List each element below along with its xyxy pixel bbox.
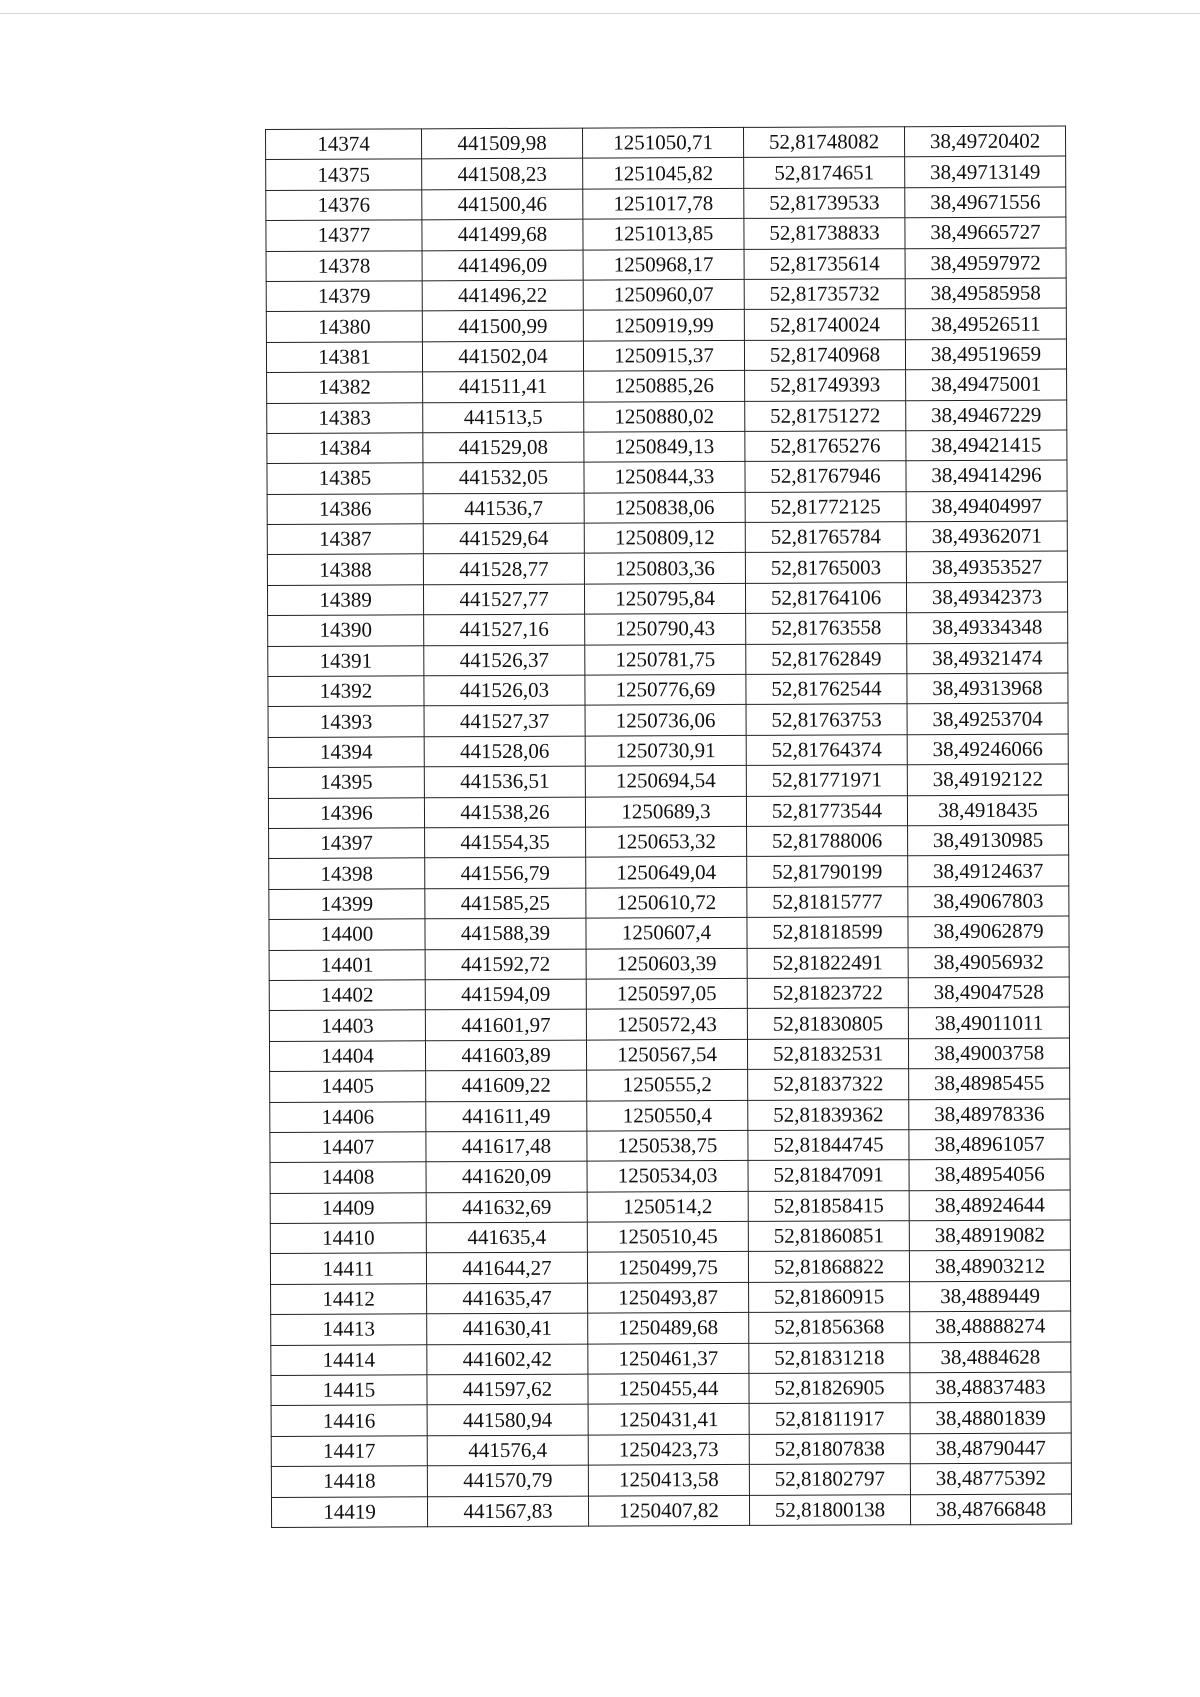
latitude-cell: 52,81815777 bbox=[747, 886, 908, 917]
point-number-cell: 14407 bbox=[270, 1132, 426, 1163]
x-coordinate-cell: 441630,41 bbox=[427, 1313, 588, 1344]
point-number-cell: 14395 bbox=[268, 767, 424, 798]
point-number-cell: 14376 bbox=[266, 190, 422, 221]
longitude-cell: 38,49056932 bbox=[908, 947, 1069, 978]
x-coordinate-cell: 441617,48 bbox=[426, 1131, 587, 1162]
point-number-cell: 14402 bbox=[269, 980, 425, 1011]
longitude-cell: 38,49313968 bbox=[907, 673, 1068, 704]
latitude-cell: 52,81771971 bbox=[746, 765, 907, 796]
x-coordinate-cell: 441511,41 bbox=[423, 371, 584, 402]
table-row bbox=[271, 1342, 1071, 1376]
longitude-cell: 38,49519659 bbox=[905, 339, 1066, 370]
y-coordinate-cell: 1250790,43 bbox=[585, 614, 746, 645]
point-number-cell: 14381 bbox=[266, 342, 422, 373]
y-coordinate-cell: 1250534,03 bbox=[587, 1161, 748, 1192]
table-row bbox=[271, 1372, 1071, 1406]
longitude-cell: 38,49192122 bbox=[907, 764, 1068, 795]
point-number-cell: 14387 bbox=[267, 524, 423, 555]
y-coordinate-cell: 1250455,44 bbox=[588, 1373, 749, 1404]
table-row bbox=[269, 977, 1069, 1011]
longitude-cell: 38,49047528 bbox=[908, 977, 1069, 1008]
longitude-cell: 38,48961057 bbox=[909, 1129, 1070, 1160]
latitude-cell: 52,81800138 bbox=[749, 1494, 910, 1525]
y-coordinate-cell: 1250880,02 bbox=[584, 401, 745, 432]
x-coordinate-cell: 441508,23 bbox=[422, 159, 583, 190]
latitude-cell: 52,81822491 bbox=[747, 947, 908, 978]
point-number-cell: 14411 bbox=[270, 1253, 426, 1284]
y-coordinate-cell: 1250510,45 bbox=[587, 1221, 748, 1252]
y-coordinate-cell: 1250413,58 bbox=[588, 1465, 749, 1496]
y-coordinate-cell: 1250736,06 bbox=[585, 705, 746, 736]
x-coordinate-cell: 441536,7 bbox=[423, 493, 584, 524]
table-row bbox=[270, 1068, 1070, 1102]
point-number-cell: 14413 bbox=[271, 1314, 427, 1345]
y-coordinate-cell: 1250803,36 bbox=[584, 553, 745, 584]
y-coordinate-cell: 1250915,37 bbox=[583, 340, 744, 371]
x-coordinate-cell: 441532,05 bbox=[423, 462, 584, 493]
table-row bbox=[269, 886, 1069, 920]
coordinates-table-body bbox=[266, 126, 1072, 1527]
table-row bbox=[269, 947, 1069, 981]
x-coordinate-cell: 441538,26 bbox=[424, 797, 585, 828]
latitude-cell: 52,81764106 bbox=[745, 583, 906, 614]
longitude-cell: 38,49253704 bbox=[907, 703, 1068, 734]
longitude-cell: 38,48954056 bbox=[909, 1159, 1070, 1190]
y-coordinate-cell: 1251013,85 bbox=[583, 219, 744, 250]
y-coordinate-cell: 1250838,06 bbox=[584, 492, 745, 523]
point-number-cell: 14380 bbox=[266, 311, 422, 342]
table-row bbox=[270, 1190, 1070, 1224]
point-number-cell: 14410 bbox=[270, 1223, 426, 1254]
table-row bbox=[268, 643, 1068, 677]
x-coordinate-cell: 441500,46 bbox=[422, 189, 583, 220]
longitude-cell: 38,49597972 bbox=[905, 248, 1066, 279]
x-coordinate-cell: 441597,62 bbox=[427, 1374, 588, 1405]
longitude-cell: 38,4918435 bbox=[907, 795, 1068, 826]
longitude-cell: 38,4889449 bbox=[910, 1281, 1071, 1312]
point-number-cell: 14382 bbox=[267, 372, 423, 403]
y-coordinate-cell: 1250809,12 bbox=[584, 522, 745, 553]
latitude-cell: 52,81788006 bbox=[747, 826, 908, 857]
x-coordinate-cell: 441632,69 bbox=[426, 1192, 587, 1223]
longitude-cell: 38,48775392 bbox=[910, 1463, 1071, 1494]
table-row bbox=[269, 855, 1069, 889]
table-row bbox=[268, 703, 1068, 737]
y-coordinate-cell: 1250555,2 bbox=[587, 1070, 748, 1101]
x-coordinate-cell: 441592,72 bbox=[425, 949, 586, 980]
point-number-cell: 14406 bbox=[270, 1101, 426, 1132]
x-coordinate-cell: 441602,42 bbox=[427, 1344, 588, 1375]
point-number-cell: 14414 bbox=[271, 1344, 427, 1375]
x-coordinate-cell: 441609,22 bbox=[426, 1070, 587, 1101]
table-row bbox=[266, 248, 1066, 282]
latitude-cell: 52,81738833 bbox=[744, 218, 905, 249]
x-coordinate-cell: 441529,64 bbox=[423, 523, 584, 554]
point-number-cell: 14377 bbox=[266, 220, 422, 251]
point-number-cell: 14401 bbox=[269, 949, 425, 980]
point-number-cell: 14388 bbox=[267, 554, 423, 585]
scan-top-edge bbox=[0, 13, 1200, 14]
latitude-cell: 52,81823722 bbox=[747, 978, 908, 1009]
longitude-cell: 38,48903212 bbox=[909, 1250, 1070, 1281]
point-number-cell: 14412 bbox=[271, 1284, 427, 1315]
y-coordinate-cell: 1250730,91 bbox=[585, 735, 746, 766]
y-coordinate-cell: 1250968,17 bbox=[583, 249, 744, 280]
table-row bbox=[267, 521, 1067, 555]
x-coordinate-cell: 441500,99 bbox=[422, 310, 583, 341]
table-row bbox=[270, 1129, 1070, 1163]
point-number-cell: 14384 bbox=[267, 433, 423, 464]
point-number-cell: 14405 bbox=[270, 1071, 426, 1102]
longitude-cell: 38,49665727 bbox=[905, 217, 1066, 248]
x-coordinate-cell: 441527,16 bbox=[424, 614, 585, 645]
point-number-cell: 14417 bbox=[271, 1436, 427, 1467]
table-row bbox=[271, 1433, 1071, 1467]
table-row bbox=[271, 1311, 1071, 1345]
y-coordinate-cell: 1250407,82 bbox=[588, 1495, 749, 1526]
table-row bbox=[271, 1402, 1071, 1436]
table-row bbox=[267, 400, 1067, 434]
latitude-cell: 52,81735732 bbox=[744, 279, 905, 310]
longitude-cell: 38,48790447 bbox=[910, 1433, 1071, 1464]
latitude-cell: 52,81858415 bbox=[748, 1190, 909, 1221]
x-coordinate-cell: 441536,51 bbox=[424, 766, 585, 797]
table-row bbox=[266, 339, 1066, 373]
point-number-cell: 14374 bbox=[266, 129, 422, 160]
y-coordinate-cell: 1251050,71 bbox=[582, 127, 743, 158]
latitude-cell: 52,81844745 bbox=[748, 1130, 909, 1161]
longitude-cell: 38,49342373 bbox=[906, 582, 1067, 613]
longitude-cell: 38,49585958 bbox=[905, 278, 1066, 309]
latitude-cell: 52,81748082 bbox=[743, 127, 904, 158]
point-number-cell: 14378 bbox=[266, 250, 422, 281]
longitude-cell: 38,48888274 bbox=[910, 1311, 1071, 1342]
table-row bbox=[267, 430, 1067, 464]
latitude-cell: 52,81818599 bbox=[747, 917, 908, 948]
x-coordinate-cell: 441513,5 bbox=[423, 402, 584, 433]
table-row bbox=[267, 551, 1067, 585]
latitude-cell: 52,81762544 bbox=[746, 674, 907, 705]
point-number-cell: 14397 bbox=[269, 828, 425, 859]
point-number-cell: 14404 bbox=[269, 1041, 425, 1072]
table-row bbox=[266, 217, 1066, 251]
y-coordinate-cell: 1250689,3 bbox=[585, 796, 746, 827]
y-coordinate-cell: 1250499,75 bbox=[587, 1252, 748, 1283]
x-coordinate-cell: 441635,4 bbox=[426, 1222, 587, 1253]
point-number-cell: 14386 bbox=[267, 494, 423, 525]
point-number-cell: 14400 bbox=[269, 919, 425, 950]
point-number-cell: 14392 bbox=[268, 676, 424, 707]
table-row bbox=[269, 1038, 1069, 1072]
longitude-cell: 38,49421415 bbox=[906, 430, 1067, 461]
latitude-cell: 52,81830805 bbox=[747, 1008, 908, 1039]
latitude-cell: 52,81790199 bbox=[747, 856, 908, 887]
longitude-cell: 38,49467229 bbox=[906, 400, 1067, 431]
point-number-cell: 14415 bbox=[271, 1375, 427, 1406]
longitude-cell: 38,49353527 bbox=[906, 551, 1067, 582]
longitude-cell: 38,48919082 bbox=[909, 1220, 1070, 1251]
table-row bbox=[267, 369, 1067, 403]
y-coordinate-cell: 1250610,72 bbox=[586, 887, 747, 918]
latitude-cell: 52,81772125 bbox=[745, 491, 906, 522]
point-number-cell: 14418 bbox=[271, 1466, 427, 1497]
coordinates-table bbox=[265, 126, 1072, 1528]
latitude-cell: 52,81765784 bbox=[745, 522, 906, 553]
longitude-cell: 38,49246066 bbox=[907, 734, 1068, 765]
point-number-cell: 14399 bbox=[269, 889, 425, 920]
table-row bbox=[268, 673, 1068, 707]
latitude-cell: 52,81831218 bbox=[749, 1342, 910, 1373]
latitude-cell: 52,81802797 bbox=[749, 1464, 910, 1495]
y-coordinate-cell: 1250653,32 bbox=[586, 826, 747, 857]
y-coordinate-cell: 1250538,75 bbox=[587, 1130, 748, 1161]
longitude-cell: 38,49475001 bbox=[906, 369, 1067, 400]
longitude-cell: 38,49362071 bbox=[906, 521, 1067, 552]
point-number-cell: 14383 bbox=[267, 402, 423, 433]
y-coordinate-cell: 1250431,41 bbox=[588, 1404, 749, 1435]
x-coordinate-cell: 441526,03 bbox=[424, 675, 585, 706]
table-row bbox=[271, 1281, 1071, 1315]
y-coordinate-cell: 1250489,68 bbox=[588, 1313, 749, 1344]
latitude-cell: 52,81735614 bbox=[744, 248, 905, 279]
point-number-cell: 14390 bbox=[268, 615, 424, 646]
point-number-cell: 14408 bbox=[270, 1162, 426, 1193]
point-number-cell: 14375 bbox=[266, 159, 422, 190]
y-coordinate-cell: 1250493,87 bbox=[588, 1282, 749, 1313]
point-number-cell: 14394 bbox=[268, 737, 424, 768]
x-coordinate-cell: 441527,37 bbox=[424, 706, 585, 737]
x-coordinate-cell: 441601,97 bbox=[425, 1009, 586, 1040]
x-coordinate-cell: 441635,47 bbox=[427, 1283, 588, 1314]
y-coordinate-cell: 1250597,05 bbox=[586, 978, 747, 1009]
point-number-cell: 14419 bbox=[271, 1496, 427, 1527]
y-coordinate-cell: 1250461,37 bbox=[588, 1343, 749, 1374]
x-coordinate-cell: 441509,98 bbox=[422, 128, 583, 159]
x-coordinate-cell: 441611,49 bbox=[426, 1101, 587, 1132]
point-number-cell: 14396 bbox=[268, 797, 424, 828]
longitude-cell: 38,49334348 bbox=[907, 612, 1068, 643]
point-number-cell: 14403 bbox=[269, 1010, 425, 1041]
x-coordinate-cell: 441644,27 bbox=[426, 1253, 587, 1284]
y-coordinate-cell: 1250844,33 bbox=[584, 462, 745, 493]
x-coordinate-cell: 441499,68 bbox=[422, 219, 583, 250]
table-row bbox=[270, 1250, 1070, 1284]
latitude-cell: 52,81767946 bbox=[745, 461, 906, 492]
table-row bbox=[270, 1159, 1070, 1193]
latitude-cell: 52,81740968 bbox=[744, 339, 905, 370]
longitude-cell: 38,49003758 bbox=[908, 1038, 1069, 1069]
longitude-cell: 38,4884628 bbox=[910, 1342, 1071, 1373]
point-number-cell: 14393 bbox=[268, 706, 424, 737]
table-row bbox=[271, 1463, 1071, 1497]
longitude-cell: 38,49124637 bbox=[908, 855, 1069, 886]
latitude-cell: 52,81740024 bbox=[744, 309, 905, 340]
longitude-cell: 38,48924644 bbox=[909, 1190, 1070, 1221]
table-row bbox=[268, 764, 1068, 798]
y-coordinate-cell: 1250960,07 bbox=[583, 279, 744, 310]
longitude-cell: 38,49321474 bbox=[907, 643, 1068, 674]
x-coordinate-cell: 441570,79 bbox=[427, 1465, 588, 1496]
x-coordinate-cell: 441576,4 bbox=[427, 1435, 588, 1466]
point-number-cell: 14391 bbox=[268, 645, 424, 676]
table-row bbox=[268, 795, 1068, 829]
y-coordinate-cell: 1250607,4 bbox=[586, 918, 747, 949]
longitude-cell: 38,49414296 bbox=[906, 460, 1067, 491]
x-coordinate-cell: 441580,94 bbox=[427, 1405, 588, 1436]
longitude-cell: 38,49713149 bbox=[905, 156, 1066, 187]
x-coordinate-cell: 441527,77 bbox=[423, 584, 584, 615]
x-coordinate-cell: 441528,77 bbox=[423, 554, 584, 585]
latitude-cell: 52,81751272 bbox=[745, 400, 906, 431]
latitude-cell: 52,81807838 bbox=[749, 1433, 910, 1464]
table-row bbox=[269, 825, 1069, 859]
table-row bbox=[271, 1494, 1071, 1528]
longitude-cell: 38,49404997 bbox=[906, 491, 1067, 522]
latitude-cell: 52,81749393 bbox=[745, 370, 906, 401]
table-row bbox=[267, 460, 1067, 494]
y-coordinate-cell: 1250694,54 bbox=[585, 766, 746, 797]
y-coordinate-cell: 1250572,43 bbox=[586, 1009, 747, 1040]
latitude-cell: 52,81860915 bbox=[749, 1282, 910, 1313]
table-row bbox=[269, 916, 1069, 950]
latitude-cell: 52,81763558 bbox=[746, 613, 907, 644]
longitude-cell: 38,49067803 bbox=[908, 886, 1069, 917]
y-coordinate-cell: 1250885,26 bbox=[584, 371, 745, 402]
y-coordinate-cell: 1250849,13 bbox=[584, 431, 745, 462]
table-row bbox=[268, 612, 1068, 646]
table-row bbox=[266, 308, 1066, 342]
longitude-cell: 38,48766848 bbox=[910, 1494, 1071, 1525]
y-coordinate-cell: 1251017,78 bbox=[583, 188, 744, 219]
latitude-cell: 52,81764374 bbox=[746, 735, 907, 766]
longitude-cell: 38,49526511 bbox=[905, 308, 1066, 339]
table-row bbox=[266, 126, 1066, 160]
latitude-cell: 52,81856368 bbox=[749, 1312, 910, 1343]
table-row bbox=[270, 1098, 1070, 1132]
latitude-cell: 52,81763753 bbox=[746, 704, 907, 735]
table-row bbox=[269, 1007, 1069, 1041]
y-coordinate-cell: 1250776,69 bbox=[585, 674, 746, 705]
longitude-cell: 38,49011011 bbox=[908, 1007, 1069, 1038]
y-coordinate-cell: 1250603,39 bbox=[586, 948, 747, 979]
longitude-cell: 38,49130985 bbox=[908, 825, 1069, 856]
latitude-cell: 52,81765276 bbox=[745, 431, 906, 462]
y-coordinate-cell: 1250423,73 bbox=[588, 1434, 749, 1465]
table-row bbox=[266, 187, 1066, 221]
latitude-cell: 52,81839362 bbox=[748, 1099, 909, 1130]
point-number-cell: 14385 bbox=[267, 463, 423, 494]
table-row bbox=[266, 156, 1066, 190]
x-coordinate-cell: 441529,08 bbox=[423, 432, 584, 463]
latitude-cell: 52,81826905 bbox=[749, 1373, 910, 1404]
table-row bbox=[266, 278, 1066, 312]
y-coordinate-cell: 1250781,75 bbox=[585, 644, 746, 675]
x-coordinate-cell: 441496,22 bbox=[422, 280, 583, 311]
x-coordinate-cell: 441585,25 bbox=[425, 888, 586, 919]
x-coordinate-cell: 441556,79 bbox=[425, 857, 586, 888]
longitude-cell: 38,49671556 bbox=[905, 187, 1066, 218]
longitude-cell: 38,49062879 bbox=[908, 916, 1069, 947]
x-coordinate-cell: 441528,06 bbox=[424, 736, 585, 767]
y-coordinate-cell: 1251045,82 bbox=[583, 158, 744, 189]
point-number-cell: 14409 bbox=[270, 1192, 426, 1223]
x-coordinate-cell: 441554,35 bbox=[425, 827, 586, 858]
point-number-cell: 14398 bbox=[269, 858, 425, 889]
y-coordinate-cell: 1250649,04 bbox=[586, 857, 747, 888]
longitude-cell: 38,48837483 bbox=[910, 1372, 1071, 1403]
longitude-cell: 38,48978336 bbox=[909, 1098, 1070, 1129]
y-coordinate-cell: 1250795,84 bbox=[584, 583, 745, 614]
latitude-cell: 52,81773544 bbox=[746, 795, 907, 826]
latitude-cell: 52,81847091 bbox=[748, 1160, 909, 1191]
table-row bbox=[267, 582, 1067, 616]
y-coordinate-cell: 1250514,2 bbox=[587, 1191, 748, 1222]
x-coordinate-cell: 441594,09 bbox=[425, 979, 586, 1010]
longitude-cell: 38,48801839 bbox=[910, 1402, 1071, 1433]
point-number-cell: 14416 bbox=[271, 1405, 427, 1436]
y-coordinate-cell: 1250550,4 bbox=[587, 1100, 748, 1131]
x-coordinate-cell: 441496,09 bbox=[422, 250, 583, 281]
table-row bbox=[267, 491, 1067, 525]
x-coordinate-cell: 441620,09 bbox=[426, 1161, 587, 1192]
latitude-cell: 52,81811917 bbox=[749, 1403, 910, 1434]
x-coordinate-cell: 441603,89 bbox=[425, 1040, 586, 1071]
latitude-cell: 52,8174651 bbox=[744, 157, 905, 188]
longitude-cell: 38,48985455 bbox=[909, 1068, 1070, 1099]
latitude-cell: 52,81762849 bbox=[746, 643, 907, 674]
point-number-cell: 14389 bbox=[267, 585, 423, 616]
x-coordinate-cell: 441567,83 bbox=[427, 1496, 588, 1527]
table-row bbox=[270, 1220, 1070, 1254]
point-number-cell: 14379 bbox=[266, 281, 422, 312]
latitude-cell: 52,81837322 bbox=[748, 1069, 909, 1100]
latitude-cell: 52,81860851 bbox=[748, 1221, 909, 1252]
longitude-cell: 38,49720402 bbox=[904, 126, 1065, 157]
latitude-cell: 52,81832531 bbox=[747, 1038, 908, 1069]
latitude-cell: 52,81739533 bbox=[744, 187, 905, 218]
x-coordinate-cell: 441526,37 bbox=[424, 645, 585, 676]
latitude-cell: 52,81765003 bbox=[745, 552, 906, 583]
y-coordinate-cell: 1250567,54 bbox=[586, 1039, 747, 1070]
y-coordinate-cell: 1250919,99 bbox=[583, 310, 744, 341]
x-coordinate-cell: 441502,04 bbox=[422, 341, 583, 372]
latitude-cell: 52,81868822 bbox=[748, 1251, 909, 1282]
x-coordinate-cell: 441588,39 bbox=[425, 918, 586, 949]
table-row bbox=[268, 734, 1068, 768]
